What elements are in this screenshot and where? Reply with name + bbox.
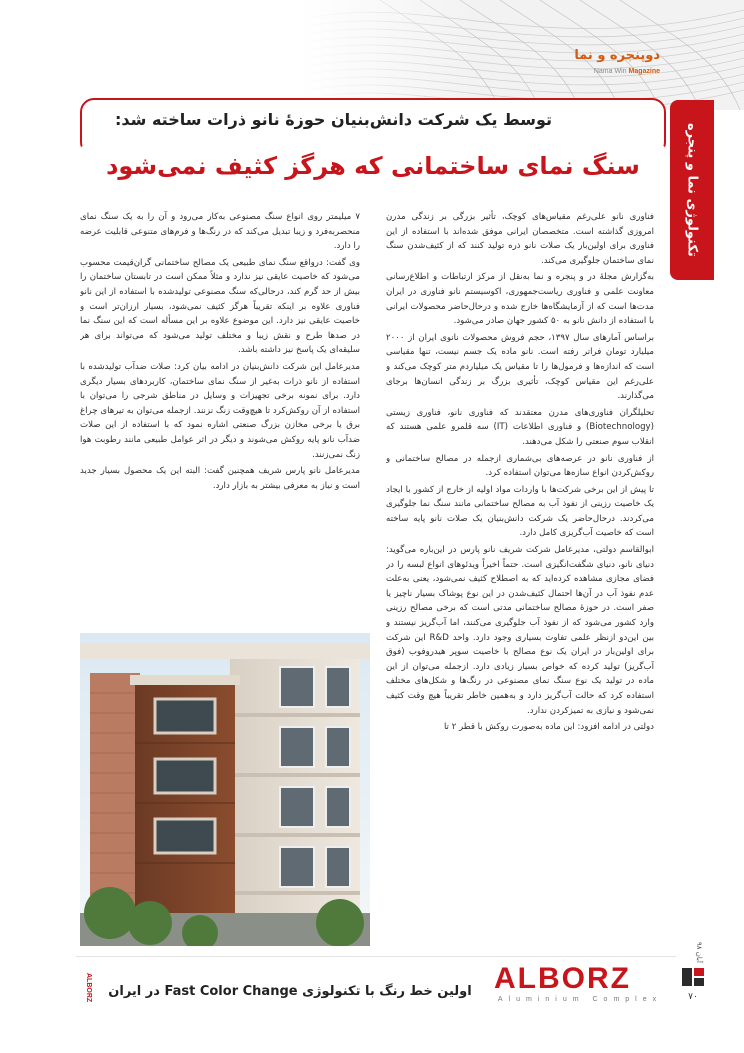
paragraph: ۷ میلیمتر روی انواع سنگ مصنوعی به‌کار می‌رود و آن را به یک سنگ نمای منحصربه‌فرد و زیبا تبدیل می‌کند که در رنگ‌ها و فرم‌های متنوعی قابلیت عرضه را دارد. xyxy=(80,212,360,252)
article-kicker: توسط یک شرکت دانش‌بنیان حوزهٔ نانو ذرات ساخته شد: xyxy=(115,110,552,129)
logo-sub-prefix: Nama Win xyxy=(593,68,627,75)
logo-subtitle xyxy=(594,68,660,75)
building-facade-image xyxy=(80,633,370,946)
section-label: تکنولوژی نما و پنجره xyxy=(684,123,700,257)
article-title: سنگ نمای ساختمانی که هرگز کثیف نمی‌شود xyxy=(106,152,640,180)
paragraph: فناوری نانو علی‌رغم مقیاس‌های کوچک، تأثیر بزرگی بر زندگی مدرن امروزی گذاشته است. متخصصان ایرانی موفق شده‌اند با استفاده از این فناوری برای اولین‌بار یک صلات نانو ذره تولید کنند که از کثیف‌شدن سنگ نمای ساختمان جلوگیری می‌کند. xyxy=(386,212,654,266)
paragraph: مدیرعامل نانو پارس شریف همچنین گفت: البته این یک محصول بسیار جدید است و نیاز به معرفی بیشتر به بازار دارد. xyxy=(80,466,360,491)
page-number: ۷۰ xyxy=(688,992,698,1002)
paragraph: براساس آمارهای سال ۱۳۹۷، حجم فروش محصولات نانوی ایران از ۲۰۰۰ میلیارد تومان فراتر رفته است. نانو ماده یک جسم نیست، تنها مقیاسی است که اندازه‌ها و فرمول‌ها را تا مقیاس یک میلیاردم متر کوچک می‌کند و علی‌رغم این مقیاس کوچک، تأثیری بزرگ بر زندگی انسان‌ها برجای می‌گذارند. xyxy=(386,332,654,402)
logo-sub-suffix: Magazine xyxy=(628,68,660,75)
alborz-brand-sub: Aluminium Complex xyxy=(497,996,663,1003)
paragraph: مدیرعامل این شرکت دانش‌بنیان در ادامه بیان کرد: صلات ضدآب تولیدشده با استفاده از نانو ذرات به‌غیر از سنگ نمای ساختمان، کاربردهای بسیار دیگری دارد. برای نمونه برخی تجهیزات و وسایل در مناطق شرجی را می‌توان با استفاده از آن روکش‌کرد تا هیچ‌وقت زنگ نزنند. ازجمله می‌توان به تیرهای چراغ برق یا برخی مخازن بزرگ صنعتی اشاره نمود که با استفاده از این صلات ضدآب نانو پایه روکش می‌شوند و دیگر در اثر عوامل طبیعی مانند رطوبت هوا زنگ نمی‌زنند. xyxy=(80,361,360,460)
issue-label: آبان ۹۸ xyxy=(695,941,703,963)
paragraph: ابوالقاسم دولتی، مدیرعامل شرکت شریف نانو پارس در این‌باره می‌گوید: دنیای نانو، دنیای شگفت‌انگیزی است. حتماً اخیراً ویدئوهای انواع لبسه را در فضای مجازی مشاهده کرده‌اید که به اصطلاح کثیف نمی‌شود، یعنی به‌علت عدم نفوذ آب در آن‌ها احتمال کثیف‌شدن در این نوع پوشاک بسیار ناچیز یا صفر است. در حوزهٔ مصالح ساختمانی مدتی است که برخی مصالح رزینی وارد کشور می‌شود که از نفوذ آب جلوگیری می‌کنند، اما آب‌گریز نیستند و بین این‌دو ازنظر علمی تفاوت بسیاری وجود دارد. واحد R&D این شرکت برای اولین‌بار در ایران یک نوع مصالح با خاصیت سوپر هیدروفوب (فوق آب‌گریز) تولید کرده که خواص بسیار زیادی دارد. ازجمله می‌توان از این ماده در تولید یک نوع سنگ نمای مصنوعی در رنگ‌ها و شکل‌های مختلف استفاده کرد که حالت آب‌گریز دارد و به‌همین خاطر تقریباً هیچ وقت کثیف نمی‌شود و نیازی به تمیزکردن ندارد. xyxy=(386,545,654,716)
wave-pattern-decoration xyxy=(300,0,744,110)
paragraph: دولتی در ادامه افزود: این ماده به‌صورت روکش با قطر ۲ تا xyxy=(443,722,654,733)
paragraph: از فناوری نانو در عرصه‌های بی‌شماری ازجمله در مصالح ساختمانی و روکش‌کردن انواع سازه‌ها می‌توان استفاده کرد. xyxy=(386,453,654,479)
magazine-logo xyxy=(568,48,660,88)
alborz-logo xyxy=(494,964,666,1012)
alborz-brand-name: ALBORZ xyxy=(494,962,631,995)
article-column-right xyxy=(386,210,654,950)
footer-divider xyxy=(76,956,676,957)
paragraph: به‌گزارش مجلهٔ در و پنجره و نما به‌نقل از مرکز ارتباطات و اطلاع‌رسانی معاونت علمی و فناوری ریاست‌جمهوری، اکوسیستم نانو فناوری در ایران مدت‌ها است که از آزمایشگاه‌ها خارج شده و درحال‌حاضر محصولات ایرانی با استفاده از دانش نانو به ۵۰ کشور جهان صادر می‌شود. xyxy=(386,272,654,327)
ad-tagline: اولین خط رنگ با تکنولوژی Fast Color Change در ایران xyxy=(108,984,472,999)
paragraph: تا پیش از این برخی شرکت‌ها با واردات مواد اولیه از خارج از کشور با ایجاد یک خاصیت رزینی از نفوذ آب به مصالح ساختمانی مانند سنگ نما جلوگیری می‌کردند. درحال‌حاضر یک شرکت دانش‌بنیان یک صلات نانو پایه ساخته است که خاصیت آب‌گریزی کامل دارد. xyxy=(386,484,654,539)
ad-vertical-brand: ALBORZ xyxy=(85,973,92,1003)
section-tab xyxy=(670,100,714,280)
logo-title: دوپنجره و نما xyxy=(574,48,660,63)
folio-mark-icon xyxy=(680,966,706,988)
article-column-left xyxy=(80,210,360,630)
paragraph: تحلیلگران فناوری‌های مدرن معتقدند که فناوری نانو، فناوری زیستی (Biotechnology) و فناوری اطلاعات (IT) سه قلمرو علمی هستند که انقلاب سوم صنعتی را شکل می‌دهند. xyxy=(386,407,654,447)
paragraph: وی گفت: درواقع سنگ نمای طبیعی یک مصالح ساختمانی گران‌قیمت محسوب می‌شود که خاصیت عایقی نیز ندارد و مثلاً ممکن است در تابستان ساختمان را بیش از حد گرم کند، درحالی‌که سنگ مصنوعی تولیدشده با استفاده از این نانو فناوری علاوه بر اینکه تقریباً هرگز کثیف نمی‌شود، بسیار ارزان‌تر است و خاصیت عایقی نیز دارد. این موضوع علاوه بر این مسأله است که این سنگ نما در صدها طرح و نقش زیبا و مختلف تولید می‌شود که می‌تواند برای هر سلیقه‌ای یک پاسخ نیز داشته باشد. xyxy=(80,257,360,356)
